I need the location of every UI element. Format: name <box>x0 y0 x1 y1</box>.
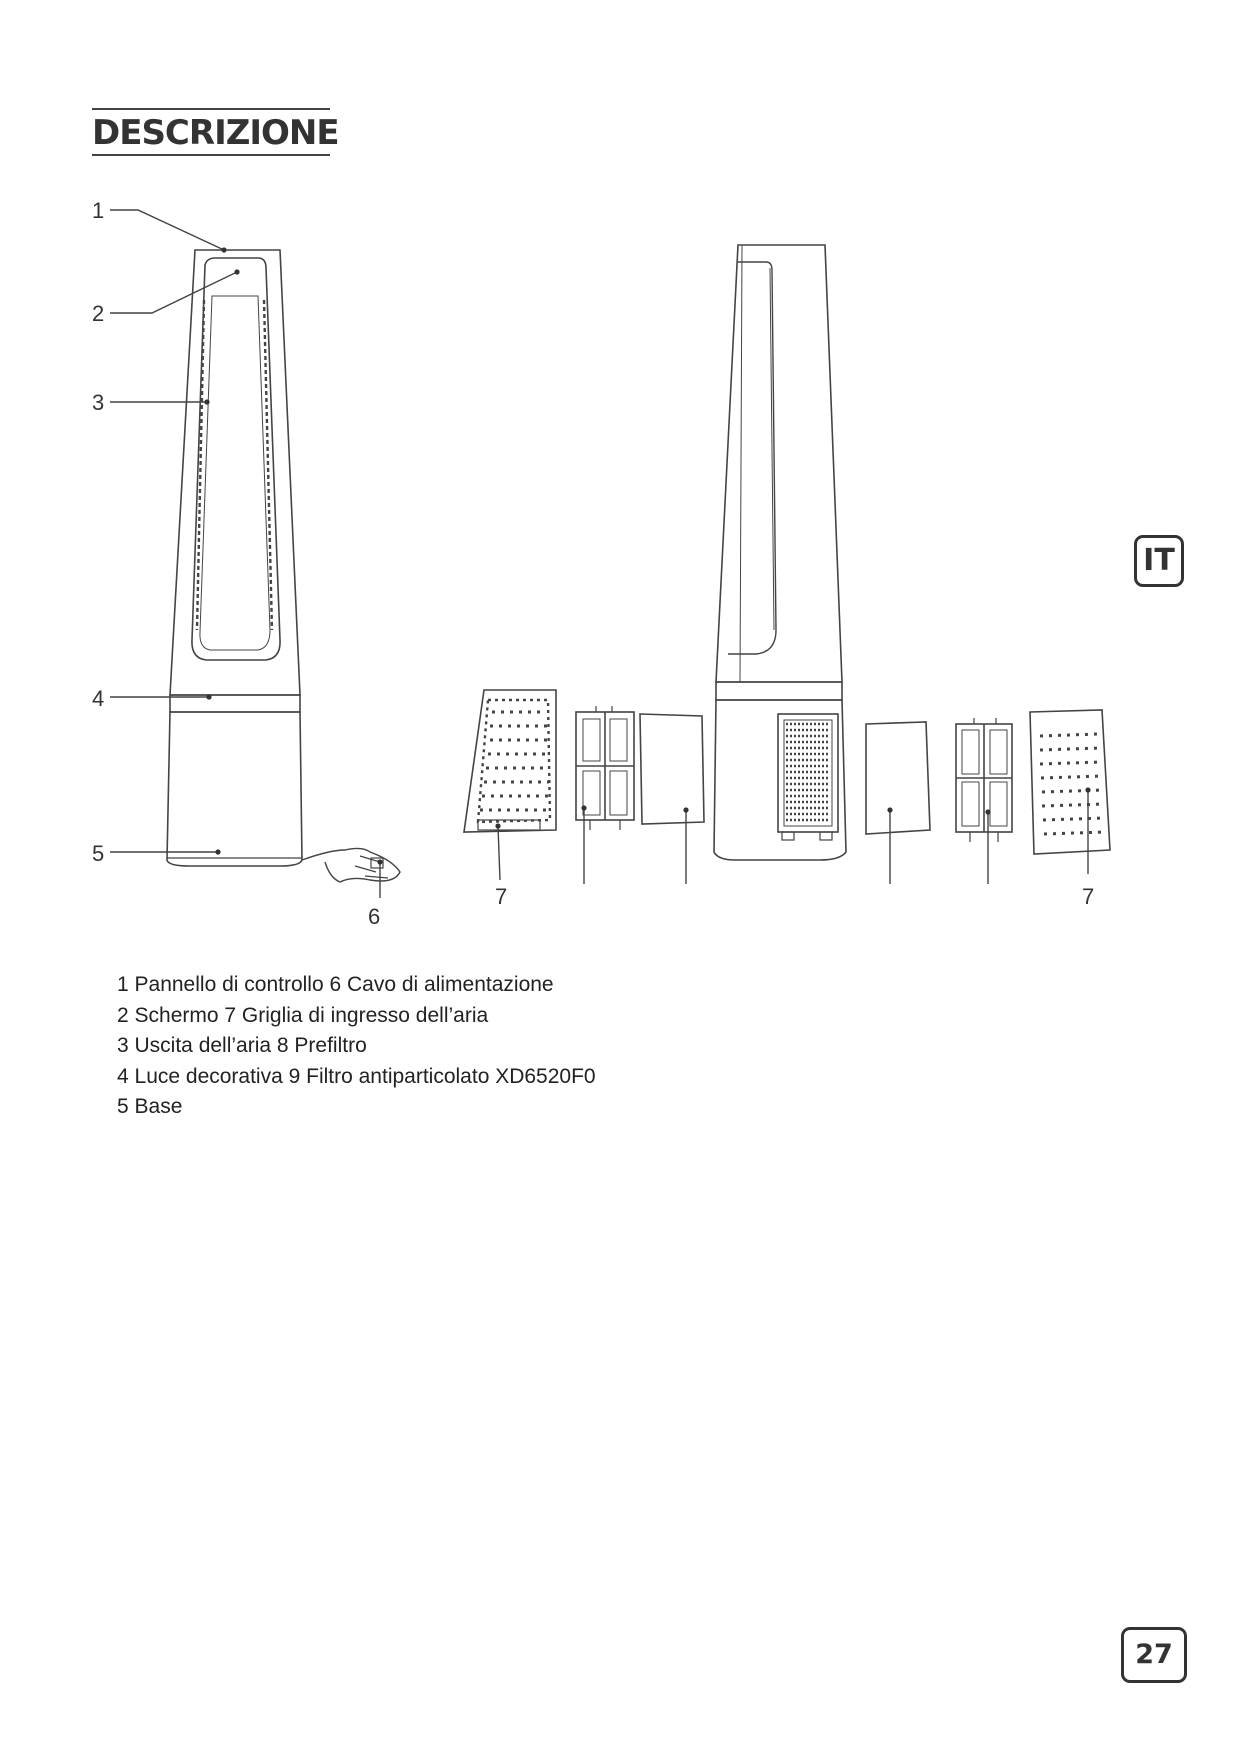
callout-4: 4 <box>92 686 105 711</box>
callout-leaders-front <box>110 210 380 898</box>
legend-line: 2 Schermo 7 Griglia di ingresso dell’aria <box>117 1003 489 1027</box>
callout-7-left: 7 <box>495 884 508 909</box>
parts-legend <box>117 970 596 1123</box>
tower-rear-view <box>714 245 846 860</box>
legend-line: 5 Base <box>117 1095 183 1118</box>
callout-2: 2 <box>92 301 105 326</box>
legend-line: 3 Uscita dell’aria 8 Prefiltro <box>117 1034 367 1057</box>
callout-3: 3 <box>92 390 105 415</box>
page-number: 27 <box>1121 1627 1187 1683</box>
language-badge: IT <box>1134 535 1184 587</box>
legend-line: 4 Luce decorativa 9 Filtro antiparticolato XD6520F0 <box>117 1064 596 1088</box>
page-title: DESCRIZIONE <box>92 113 339 153</box>
tower-front-view <box>167 250 400 882</box>
callout-7-right: 7 <box>1082 884 1095 909</box>
callout-5: 5 <box>92 841 105 866</box>
callout-leaders-filters <box>498 790 1088 884</box>
legend-line: 1 Pannello di controllo 6 Cavo di alimentazione <box>117 973 554 996</box>
callout-1: 1 <box>92 198 105 223</box>
callout-6: 6 <box>368 904 381 929</box>
